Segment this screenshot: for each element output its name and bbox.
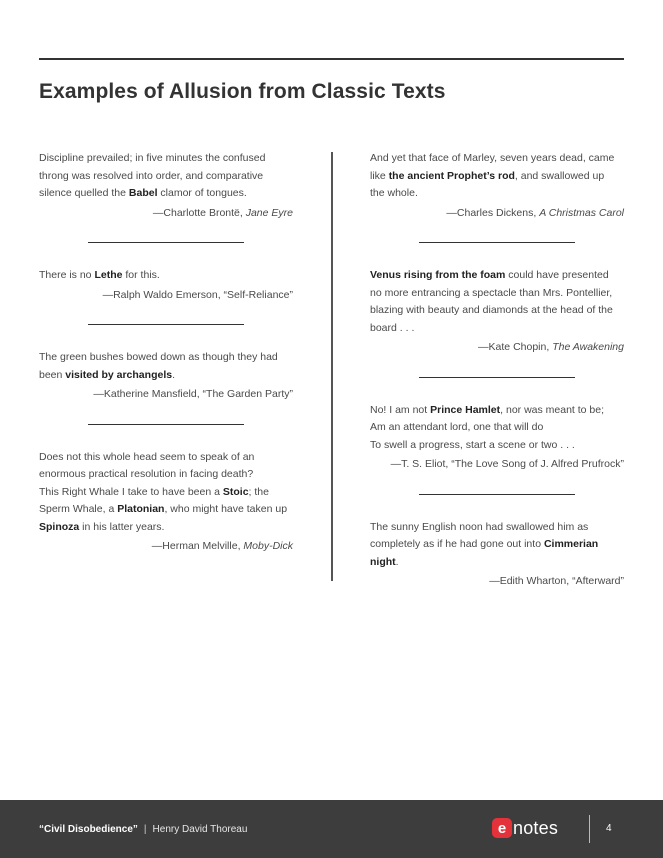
passage-line bbox=[39, 466, 293, 484]
passage-text: blazing with beauty and diamonds at the head of the bbox=[370, 304, 613, 316]
passage-line bbox=[370, 320, 624, 338]
passage-text: , who might have taken up bbox=[164, 503, 288, 515]
passage-line bbox=[370, 267, 624, 285]
passage-line bbox=[39, 168, 293, 186]
passage-text: This Right Whale I take to have been a bbox=[39, 485, 223, 498]
passage-text: ; the bbox=[248, 485, 269, 498]
enotes-logo-mark: e bbox=[492, 818, 512, 838]
passage-text: could have presented bbox=[505, 269, 609, 281]
passage-text: Discipline prevailed; in five minutes the confused bbox=[39, 152, 266, 164]
passage-text: , and swallowed up bbox=[514, 169, 605, 182]
passage-line bbox=[39, 185, 293, 203]
passage-text: completely as if he had gone out into bbox=[370, 538, 544, 550]
quote-block bbox=[370, 150, 624, 222]
passage-text: . bbox=[395, 555, 399, 568]
quote-attribution: —Charles Dickens, A Christmas Carol bbox=[446, 206, 624, 219]
passage-line bbox=[370, 285, 624, 303]
passage-line bbox=[39, 349, 293, 367]
passage-text: There is no bbox=[39, 269, 95, 281]
quote-passage bbox=[39, 449, 293, 537]
passage-text: No! I am not bbox=[370, 403, 431, 416]
quote-separator bbox=[88, 324, 244, 325]
passage-text: And yet that face of Marley, seven years dead, came bbox=[370, 152, 615, 164]
quote-attribution: —T. S. Eliot, “The Love Song of J. Alfred Prufrock” bbox=[390, 458, 624, 470]
quote-attribution: —Ralph Waldo Emerson, “Self-Reliance” bbox=[102, 288, 293, 301]
top-rule bbox=[39, 58, 624, 60]
right-column bbox=[370, 150, 624, 591]
passage-line bbox=[370, 419, 624, 437]
passage-text: enormous practical resolution in facing death? bbox=[39, 468, 254, 480]
passage-text: like bbox=[370, 169, 389, 182]
page-number: 4 bbox=[606, 823, 612, 834]
quote-block bbox=[39, 267, 293, 304]
footer-author: Henry David Thoreau bbox=[152, 824, 248, 835]
page-footer bbox=[0, 800, 663, 858]
passage-line bbox=[39, 150, 293, 168]
allusion-term: the ancient Prophet’s rod bbox=[388, 169, 515, 182]
passage-text: Sperm Whale, a bbox=[39, 503, 118, 515]
passage-line bbox=[39, 267, 293, 285]
left-column bbox=[39, 150, 293, 556]
quote-attribution: —Kate Chopin, The Awakening bbox=[478, 341, 624, 353]
quote-attribution: —Edith Wharton, “Afterward” bbox=[489, 575, 624, 587]
passage-line bbox=[370, 536, 624, 554]
allusion-term: Spinoza bbox=[39, 520, 80, 533]
enotes-logo-text: notes bbox=[513, 817, 559, 838]
quote-block bbox=[370, 267, 624, 357]
passage-line bbox=[370, 437, 624, 455]
passage-line bbox=[370, 302, 624, 320]
enotes-logo bbox=[492, 817, 558, 839]
footer-citation bbox=[39, 824, 247, 835]
quote-block bbox=[39, 449, 293, 556]
quote-passage bbox=[370, 402, 624, 455]
passage-line bbox=[370, 150, 624, 168]
passage-line bbox=[39, 519, 293, 537]
passage-text: , nor was meant to be; bbox=[500, 403, 605, 416]
allusion-term: Babel bbox=[128, 187, 158, 199]
quote-attribution: —Charlotte Brontë, Jane Eyre bbox=[152, 206, 293, 219]
allusion-term: Stoic bbox=[222, 485, 249, 498]
quote-passage bbox=[370, 267, 624, 337]
passage-text: . bbox=[172, 368, 175, 381]
passage-line bbox=[370, 185, 624, 203]
passage-text: been bbox=[39, 368, 66, 381]
passage-text: Am an attendant lord, one that will do bbox=[370, 421, 544, 433]
passage-text: To swell a progress, start a scene or two . . . bbox=[370, 438, 575, 451]
footer-divider bbox=[589, 815, 590, 843]
quote-separator bbox=[88, 424, 244, 425]
passage-line bbox=[370, 519, 624, 537]
column-divider bbox=[331, 152, 333, 581]
quote-block bbox=[39, 150, 293, 222]
passage-line bbox=[39, 367, 293, 385]
allusion-term: Venus rising from the foam bbox=[370, 269, 506, 281]
quote-block bbox=[370, 402, 624, 474]
passage-text: Does not this whole head seem to speak of an bbox=[39, 450, 255, 463]
quote-separator bbox=[419, 494, 575, 495]
passage-line bbox=[39, 484, 293, 502]
quote-block bbox=[39, 349, 293, 404]
allusion-term: night bbox=[370, 555, 396, 568]
allusion-term: Platonian bbox=[117, 503, 165, 515]
quote-attribution: —Herman Melville, Moby-Dick bbox=[151, 540, 293, 552]
passage-text: The green bushes bowed down as though they had bbox=[39, 351, 278, 363]
allusion-term: visited by archangels bbox=[65, 368, 173, 381]
quote-passage bbox=[39, 150, 293, 203]
passage-text: in his latter years. bbox=[79, 520, 165, 533]
passage-text: no more entrancing a spectacle than Mrs. Pontellier, bbox=[370, 286, 613, 299]
passage-line bbox=[370, 168, 624, 186]
passage-text: The sunny English noon had swallowed him as bbox=[370, 520, 589, 533]
quote-passage bbox=[370, 150, 624, 203]
passage-line bbox=[39, 501, 293, 519]
passage-text: the whole. bbox=[370, 187, 418, 199]
passage-line bbox=[370, 554, 624, 572]
passage-text: board . . . bbox=[370, 321, 415, 334]
passage-text: silence quelled the bbox=[39, 187, 129, 199]
footer-separator: | bbox=[143, 824, 147, 835]
quote-passage bbox=[370, 519, 624, 572]
quote-separator bbox=[419, 377, 575, 378]
footer-book-title: “Civil Disobedience” bbox=[39, 824, 138, 835]
allusion-term: Cimmerian bbox=[543, 538, 599, 550]
passage-text: clamor of tongues. bbox=[157, 187, 247, 199]
passage-line bbox=[370, 402, 624, 420]
allusion-term: Prince Hamlet bbox=[430, 403, 501, 416]
quote-passage bbox=[39, 349, 293, 384]
quote-separator bbox=[419, 242, 575, 243]
passage-line bbox=[39, 449, 293, 467]
quote-separator bbox=[88, 242, 244, 243]
passage-text: throng was resolved into order, and comparative bbox=[39, 169, 264, 182]
quote-passage bbox=[39, 267, 293, 285]
page-title: Examples of Allusion from Classic Texts bbox=[39, 80, 446, 103]
passage-text: for this. bbox=[122, 269, 160, 281]
quote-attribution: —Katherine Mansfield, “The Garden Party” bbox=[93, 388, 293, 400]
allusion-term: Lethe bbox=[94, 269, 123, 281]
quote-block bbox=[370, 519, 624, 591]
